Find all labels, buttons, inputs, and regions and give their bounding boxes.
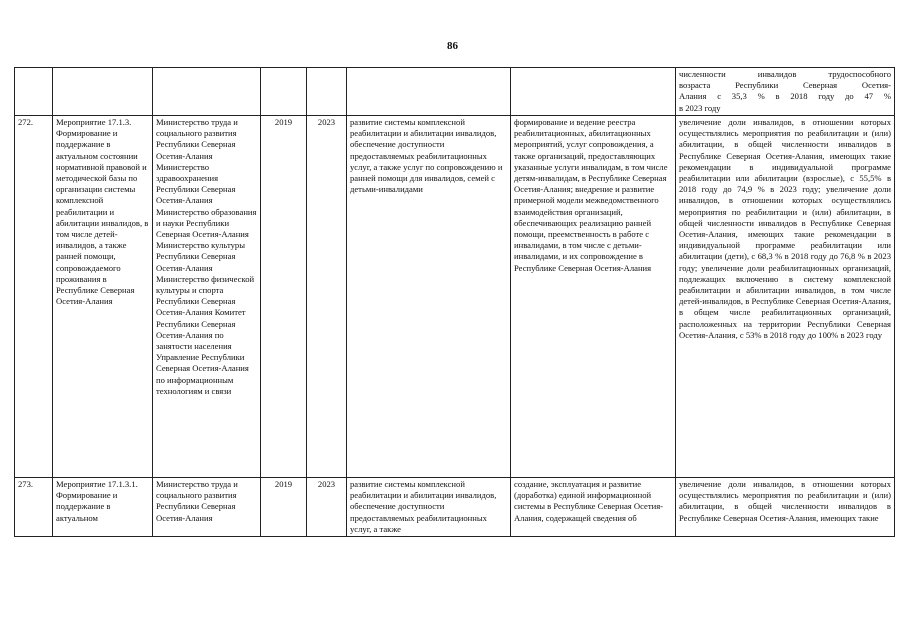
- cell-content: [511, 68, 676, 116]
- cell-executors: [153, 116, 261, 478]
- cell-directions: [347, 478, 511, 537]
- activities-table: [14, 67, 895, 537]
- result-line: Алания с 35,3 % в 2018 году до 47 %: [679, 91, 891, 102]
- cell-start: [261, 68, 307, 116]
- table-row: [15, 478, 895, 537]
- cell-result: [676, 68, 895, 116]
- directions-text: развитие системы комплексной реабилитации и абилитации инвалидов, обеспечение доступности предоставляемых реабилитационных услуг, а также: [350, 479, 497, 534]
- table-row-continuation: [15, 68, 895, 116]
- executors-text: Министерство труда и социального развития Республики Северная Осетия-Алания Министерство здравоохранения Республики Северная Осетия-Алания Министерство образования и науки Республики Северная Осетия-Алания Министерство культуры Республики Северная Осетия-Алания Министерство физической культуры и спорта Республики Северная Осетия-Алания Комитет Республики Северная Осетия-Алания по занятости населения Управление Республики Северная Осетия-Алания по информационным технологиям и связи: [156, 117, 257, 396]
- page-number: 86: [447, 40, 458, 52]
- table-row: [15, 116, 895, 478]
- cell-executors: [153, 478, 261, 537]
- content-text: создание, эксплуатация и развитие (доработка) единой информационной системы в Республике Северная Осетия-Алания, содержащей сведения об: [514, 479, 664, 523]
- cell-content: формирование и ведение реестра реабилитационных, абилитационных мероприятий, услуг сопровождения, а также организаций, предоставляющих указанные услуги инвалидам, в том числе детям-инвалидам, в Республике Северная Осетия-Алания; внедрение и развитие примерной модели межведомственного взаимодействия организаций, обеспечивающих реализацию ранней помощи, преемственность в работе с инвалидами, в том числе с детьми-инвалидами, и их сопровождение в Республике Северная Осетия-Алания: [511, 116, 676, 478]
- result-line: возраста Республики Северная Осетия-: [679, 80, 891, 91]
- result-text: увеличение доли инвалидов, в отношении которых осуществлялись мероприятия по реабилитации и (или) абилитации, в общей численности инвалидов в Республике Северная Осетия-Алания, имеющих такие: [679, 479, 891, 523]
- cell-event: Мероприятие 17.1.3. Формирование и поддержание в актуальном состоянии нормативной правовой и методической базы по организации системы комплексной реабилитации и абилитации инвалидов, в том числе детей-инвалидов, а также ранней помощи, сопровождаемого проживания в Республике Северная Осетия-Алания: [53, 116, 153, 478]
- cell-directions: развитие системы комплексной реабилитации и абилитации инвалидов, обеспечение доступности предоставляемых реабилитационных услуг, а также услуг по сопровождению и ранней помощи для инвалидов, семей с детьми-инвалидами: [347, 116, 511, 478]
- executors-text: Министерство труда и социального развития Республики Северная Осетия-Алания: [156, 479, 238, 523]
- event-text: Мероприятие 17.1.3.1. Формирование и поддержание в актуальном: [56, 479, 138, 523]
- cell-end: [307, 68, 347, 116]
- cell-num: 273.: [15, 478, 53, 537]
- result-line: численности инвалидов трудоспособного: [679, 69, 891, 79]
- cell-result: увеличение доли инвалидов, в отношении которых осуществлялись мероприятия по реабилитации и (или) абилитации, в общей численности инвалидов в Республике Северная Осетия-Алания, имеющих такие рекомендации в индивидуальной программе реабилитации или абилитации (взрослые), с 55,5% в 2018 году до 74,9 % в 2023 году; увеличение доли инвалидов, в отношении которых осуществлялись мероприятия по реабилитации и (или) абилитации, в общей численности инвалидов в Республике Северная Осетия-Алания, имеющих такие рекомендации в индивидуальной программе реабилитации или абилитации (дети), с 68,3 % в 2018 году до 76,8 % в 2023 году; увеличение доли реабилитационных организаций, подлежащих включению в систему комплексной реабилитации и абилитации инвалидов, в том числе детей-инвалидов, в Республике Северная Осетия-Алания, в общем числе реабилитационных организаций, расположенных на территории Республики Северная Осетия-Алания, с 53% в 2018 году до 100% в 2023 году: [676, 116, 895, 478]
- result-line: в 2023 году: [679, 102, 721, 113]
- cell-num: 272.: [15, 116, 53, 478]
- cell-event: [53, 478, 153, 537]
- cell-start: 2019: [261, 478, 307, 537]
- cell-executors: [153, 68, 261, 116]
- cell-end: 2023: [307, 478, 347, 537]
- cell-content: [511, 478, 676, 537]
- cell-end: 2023: [307, 116, 347, 478]
- cell-start: 2019: [261, 116, 307, 478]
- cell-directions: [347, 68, 511, 116]
- cell-result: [676, 478, 895, 537]
- cell-num: [15, 68, 53, 116]
- cell-event: [53, 68, 153, 116]
